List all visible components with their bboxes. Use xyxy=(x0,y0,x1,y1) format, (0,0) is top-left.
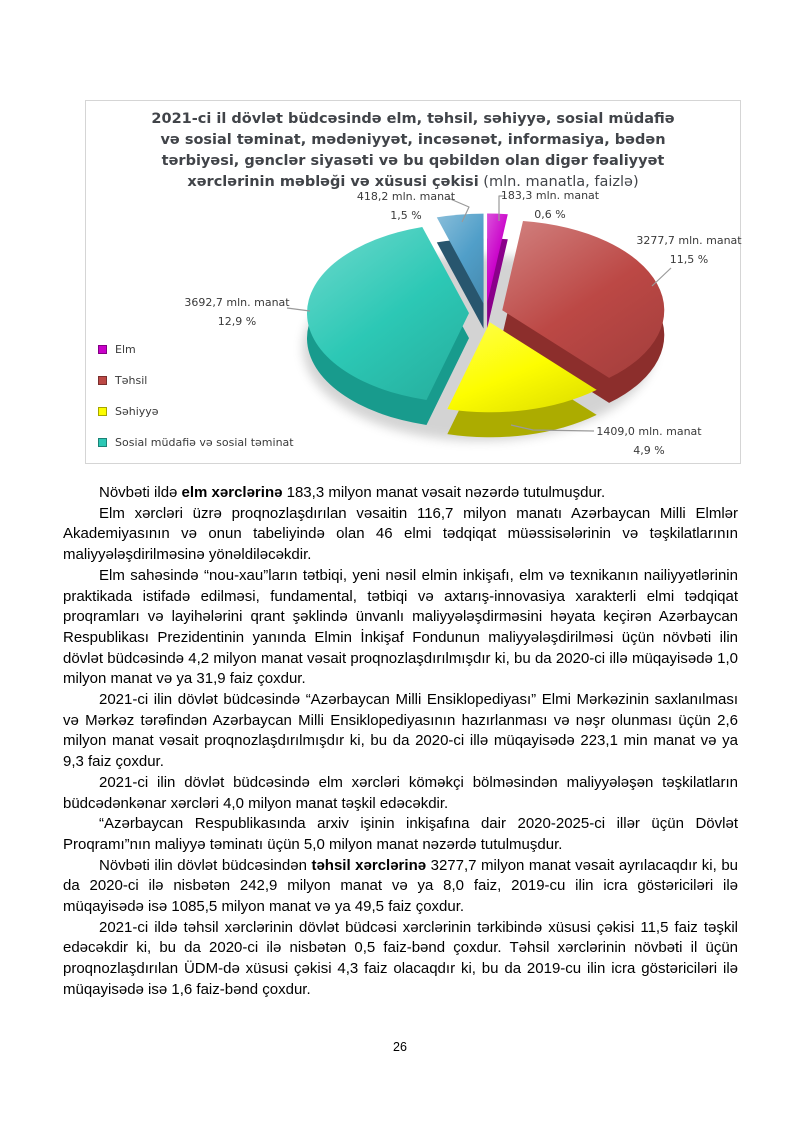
legend-label: Təhsil xyxy=(115,374,148,387)
callout-tehsil xyxy=(635,231,743,269)
chart-title-bold: 2021-ci il dövlət büdcəsində elm, təhsil, səhiyyə, sosial müdafiə və sosial təminat, mədəniyyət, incəsənət, informasiya, bədən tərbiyəsi, gənclər siyasəti və bu qəbildən olan digər fəaliyyət xərclərinin məbləği və xüsusi çəkisi xyxy=(151,111,675,190)
chart-title-unit: (mln. manatla, faizlə) xyxy=(478,174,639,190)
callout-elm xyxy=(480,186,620,224)
callout-sehiyye-value: 1409,0 mln. manat xyxy=(596,425,702,438)
legend-item-sehiyye xyxy=(98,396,294,427)
paragraph: 2021-ci ildə təhsil xərclərinin dövlət büdcəsi xərclərinin tərkibində xüsusi çəkisi 11,5 faiz təşkil edəcəkdir ki, bu da 2020-ci ilə nisbətən 0,5 faiz-bənd çoxdur. Təhsil xərclərinin növbəti il üçün proqnozlaşdırılan ÜDM-də xüsusi çəkisi 4,3 faiz olacaqdır ki, bu da 2019-cu ilin icra göstəriciləri ilə müqayisədə isə 1,6 faiz-bənd çoxdur. xyxy=(63,918,738,998)
legend-item-tehsil xyxy=(98,365,294,396)
body-text xyxy=(63,483,738,1001)
legend-marker xyxy=(98,376,107,385)
paragraph: 2021-ci ilin dövlət büdcəsində “Azərbaycan Milli Ensiklopediyası” Elmi Mərkəzinin saxlanılması və Mərkəz tərəfindən Azərbaycan Milli Ensiklopediyasının hazırlanması və nəşr olunması üçün 2,6 milyon manat vəsait proqnozlaşdırılmışdır ki, bu da 2020-ci illə müqayisədə 223,1 min manat və ya 9,3 faiz çoxdur. xyxy=(63,691,738,771)
legend-label: Səhiyyə xyxy=(115,405,159,418)
callout-elm-value: 183,3 mln. manat xyxy=(500,189,600,202)
legend-marker xyxy=(98,438,107,447)
legend-item-elm xyxy=(98,334,294,365)
paragraph-bold-text: təhsil xərclərinə xyxy=(311,856,427,874)
callout-diger-pct: 1,5 % xyxy=(390,209,422,222)
paragraph-text: Növbəti ilin dövlət büdcəsindən xyxy=(99,856,312,874)
callout-tehsil-value: 3277,7 mln. manat xyxy=(636,234,742,247)
chart-legend xyxy=(98,334,294,458)
legend-marker xyxy=(98,407,107,416)
budget-pie-chart-figure xyxy=(85,100,741,464)
legend-label: Elm xyxy=(115,343,136,356)
legend-label: Sosial müdafiə və sosial təminat xyxy=(115,436,294,449)
callout-sosial-pct: 12,9 % xyxy=(217,315,257,328)
callout-diger xyxy=(336,187,476,225)
callout-elm-pct: 0,6 % xyxy=(534,208,566,221)
callout-sehiyye-pct: 4,9 % xyxy=(633,444,665,457)
legend-item-sosial xyxy=(98,427,294,458)
callout-line xyxy=(652,268,671,286)
paragraph-text: Növbəti ildə xyxy=(99,484,182,501)
paragraph: Elm sahəsində “nou-xau”ların tətbiqi, yeni nəsil elmin inkişafı, elm və texnikanın nailiyyətlərinin praktikada istifadə edilməsi, fundamental, tətbiqi və axtarış-innovasiya xarakterli elmi tədqiqat proqramları və layihələrini qrant şəklində ünvanlı maliyyələşdirməsini həyata keçirən Azərbaycan Respublikası Prezidentinin yanında Elmin İnkişaf Fondunun maliyyələşdirilməsi üçün növbəti ilin dövlət büdcəsində 4,2 milyon manat vəsait proqnozlaşdırılmışdır ki, bu da 2020-ci illə müqayisədə 1,0 milyon manat və ya 31,9 faiz çoxdur. xyxy=(63,566,738,688)
paragraph: “Azərbaycan Respublikasında arxiv işinin inkişafına dair 2020-2025-ci illər üçün Dövlət Proqramı”nın maliyyə təminatı üçün 5,0 milyon manat nəzərdə tutulmuşdur. xyxy=(63,815,738,853)
paragraph xyxy=(63,856,738,918)
callout-diger-value: 418,2 mln. manat xyxy=(356,190,456,203)
paragraph-text: 3277,7 milyon manat vəsait ayrılacaqdır ki, bu da 2020-ci ilə nisbətən 242,9 milyon manat və ya 8,0 faiz, 2019-cu ilin icra göstəriciləri ilə müqayisədə isə 1085,5 milyon manat və ya 49,5 faiz çoxdur. xyxy=(63,856,739,916)
paragraph xyxy=(63,483,738,504)
callout-sosial xyxy=(171,293,303,331)
callout-sehiyye xyxy=(586,422,712,460)
paragraph: Elm xərcləri üzrə proqnozlaşdırılan vəsaitin 116,7 milyon manatı Azərbaycan Milli Elmlər Akademiyasının və onun tabeliyində olan 46 elmi tədqiqat müəssisələrinin və təşkilatlarının maliyyələşdirilməsinə yönəldiləcəkdir. xyxy=(63,504,738,564)
paragraph: 2021-ci ilin dövlət büdcəsində elm xərcləri köməkçi bölməsindən maliyyələşən təşkilatların büdcədənkənar xərcləri 4,0 milyon manat təşkil edəcəkdir. xyxy=(63,773,738,812)
callout-tehsil-pct: 11,5 % xyxy=(669,253,709,266)
paragraph-text: 183,3 milyon manat vəsait nəzərdə tutulmuşdur. xyxy=(282,484,606,501)
callout-sosial-value: 3692,7 mln. manat xyxy=(184,296,290,309)
legend-marker xyxy=(98,345,107,354)
page-number: 26 xyxy=(393,1040,407,1054)
paragraph-bold-text: elm xərclərinə xyxy=(181,484,283,501)
